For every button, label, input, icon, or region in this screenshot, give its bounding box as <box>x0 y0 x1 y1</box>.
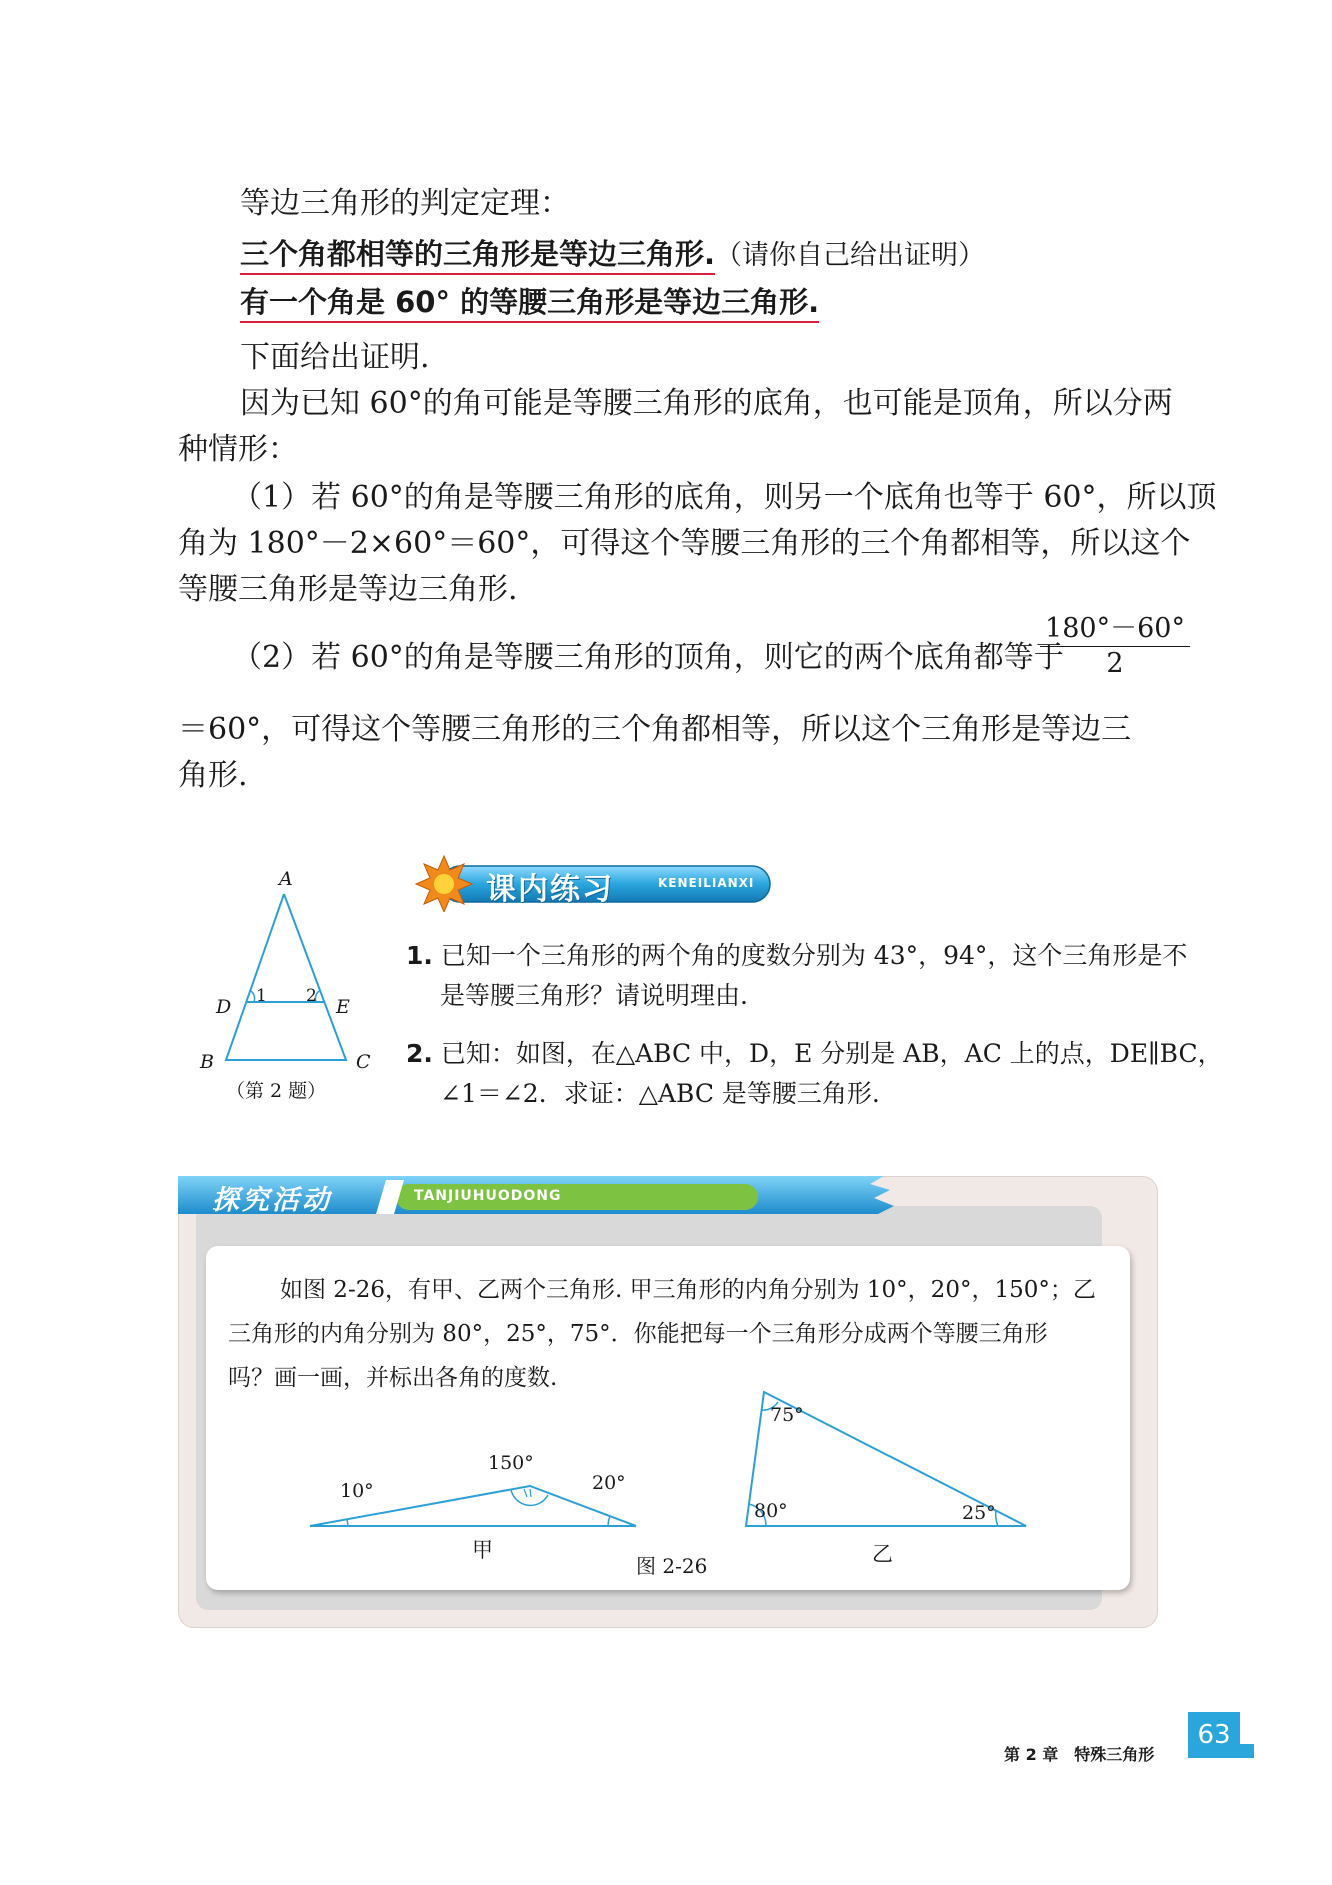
question-2-text-1: 已知：如图，在△ABC 中，D，E 分别是 AB，AC 上的点，DE∥BC， <box>440 1039 1223 1068</box>
theorem-1-note: （请你自己给出证明） <box>715 240 986 271</box>
case1-line3: 等腰三角形是等边三角形. <box>178 572 518 607</box>
theorem-1-text: 三个角都相等的三角形是等边三角形. <box>240 237 715 275</box>
theorem-2-part-a: 有一个角是 <box>240 285 396 319</box>
theorem-2-degree: 60° <box>395 285 450 319</box>
exercise-figure <box>196 868 386 1073</box>
question-2-line2: ∠1＝∠2．求证：△ABC 是等腰三角形. <box>440 1079 880 1108</box>
fraction <box>1040 612 1190 681</box>
theorem-line-2 <box>240 282 819 323</box>
triangle-abc-diagram <box>196 868 386 1068</box>
case1-line1: （1）若 60°的角是等腰三角形的底角，则另一个底角也等于 60°，所以顶 <box>232 480 1217 515</box>
yi-angle-75: 75° <box>770 1404 804 1426</box>
question-1-line2: 是等腰三角形？请说明理由. <box>440 981 748 1010</box>
theorem-intro: 等边三角形的判定定理： <box>240 186 570 221</box>
inquiry-banner-subtitle: TANJIUHUODONG <box>414 1188 562 1204</box>
yi-angle-25: 25° <box>962 1502 996 1524</box>
case2-line2: ＝60°，可得这个等腰三角形的三个角都相等，所以这个三角形是等边三 <box>178 712 1132 747</box>
vertex-label-b: B <box>200 1051 214 1073</box>
page-number: 63 <box>1188 1712 1240 1758</box>
exercise-banner-subtitle: KENEILIANXI <box>658 876 755 890</box>
exercise-banner-title: 课内练习 <box>486 872 614 907</box>
proof-p1-line2: 种情形： <box>178 432 298 467</box>
fraction-numerator: 180°－60° <box>1040 612 1190 647</box>
inquiry-banner <box>178 1176 898 1220</box>
inquiry-line1: 如图 2-26，有甲、乙两个三角形. 甲三角形的内角分别为 10°，20°，150°；乙 <box>280 1277 1096 1303</box>
angle-label-2: 2 <box>306 986 317 1006</box>
proof-p1-line1: 因为已知 60°的角可能是等腰三角形的底角，也可能是顶角，所以分两 <box>240 386 1173 421</box>
jia-angle-10: 10° <box>340 1480 374 1502</box>
theorem-2-part-b: 的等腰三角形是等边三角形. <box>449 285 820 319</box>
fraction-denominator: 2 <box>1106 648 1124 679</box>
jia-angle-150: 150° <box>488 1452 534 1474</box>
triangle-jia-label: 甲 <box>472 1538 493 1562</box>
angle-label-1: 1 <box>256 986 267 1006</box>
triangle-yi-figure <box>740 1380 1040 1550</box>
vertex-label-a: A <box>279 868 293 890</box>
theorem-line-1 <box>240 234 985 276</box>
vertex-label-c: C <box>356 1051 371 1073</box>
question-2-line1 <box>406 1036 1223 1072</box>
question-1-text-1: 已知一个三角形的两个角的度数分别为 43°，94°，这个三角形是不 <box>440 941 1188 970</box>
vertex-label-d: D <box>216 996 232 1018</box>
theorem-2-text <box>240 285 819 323</box>
footer-chapter: 第 2 章 特殊三角形 <box>1004 1745 1155 1764</box>
inquiry-line2: 三角形的内角分别为 80°，25°，75°．你能把每一个三角形分成两个等腰三角形 <box>228 1321 1048 1347</box>
inquiry-banner-title: 探究活动 <box>212 1185 332 1216</box>
jia-angle-20: 20° <box>592 1472 626 1494</box>
question-2-number: 2. <box>406 1039 433 1068</box>
triangle-yi-label: 乙 <box>872 1542 893 1566</box>
inquiry-line3: 吗？画一画，并标出各角的度数. <box>228 1365 558 1391</box>
question-1-number: 1. <box>406 941 433 970</box>
exercise-banner <box>414 854 774 912</box>
question-1-line1 <box>406 938 1187 974</box>
yi-angle-80: 80° <box>754 1500 788 1522</box>
vertex-label-e: E <box>336 996 350 1018</box>
case2-line3: 角形. <box>178 758 248 793</box>
case2-line1: （2）若 60°的角是等腰三角形的顶角，则它的两个底角都等于 <box>232 640 1064 675</box>
exercise-figure-caption: （第 2 题） <box>226 1080 327 1102</box>
proof-lead: 下面给出证明. <box>240 340 430 375</box>
inquiry-figure-caption: 图 2-26 <box>636 1554 708 1578</box>
case1-line2: 角为 180°－2×60°＝60°，可得这个等腰三角形的三个角都相等，所以这个 <box>178 526 1191 561</box>
